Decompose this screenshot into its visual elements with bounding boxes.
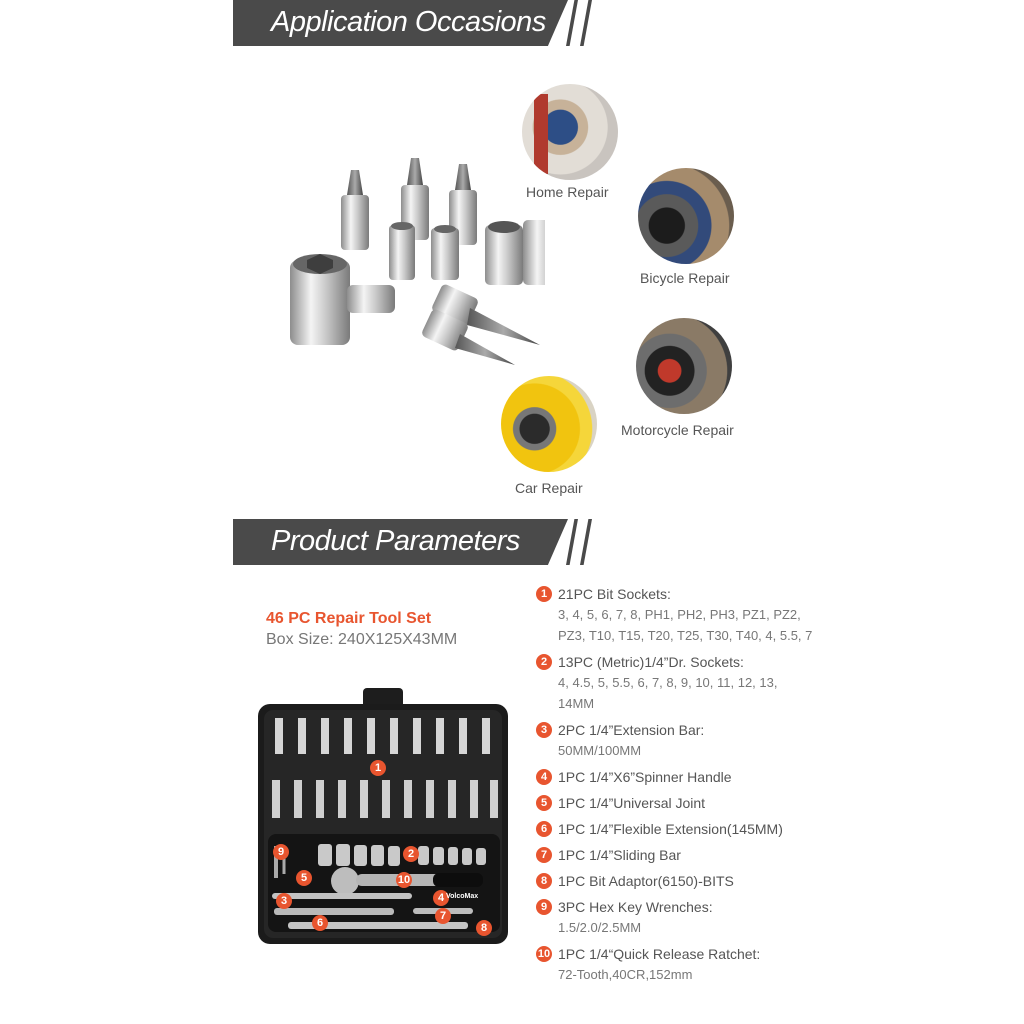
param-head: 1PC 1/4”Universal Joint [558,795,706,811]
car-repair-photo [501,376,597,472]
param-item [536,898,816,938]
param-number: 8 [536,873,552,889]
case-marker-9: 9 [273,844,289,860]
case-marker-8: 8 [476,920,492,936]
banner-stripe [580,0,592,46]
param-number: 4 [536,769,552,785]
case-marker-1: 1 [370,760,386,776]
param-item [536,653,816,714]
occasion-bicycle [638,168,734,286]
param-item [536,794,816,813]
param-detail: 3, 4, 5, 6, 7, 8, PH1, PH2, PH3, PZ1, PZ2, PZ3, T10, T15, T20, T25, T30, T40, 4, 5.5, 7 [558,607,813,643]
param-number: 3 [536,722,552,738]
product-title: Product Parameters [271,525,520,557]
occasion-label: Bicycle Repair [640,270,730,286]
occasion-label: Motorcycle Repair [621,422,734,438]
sockets-image [285,150,545,400]
case-marker-10: 10 [397,874,411,886]
param-head: 1PC 1/4”X6”Spinner Handle [558,769,732,785]
param-number: 6 [536,821,552,837]
param-item [536,820,816,839]
param-number: 10 [537,948,551,960]
case-marker-5: 5 [296,870,312,886]
banner-stripe [566,0,578,46]
param-detail: 72-Tooth,40CR,152mm [558,967,693,982]
param-head: 1PC 1/4”Sliding Bar [558,847,681,863]
occasion-label: Home Repair [526,184,609,200]
param-item [536,721,816,761]
param-number: 7 [536,847,552,863]
param-detail: 4, 4.5, 5, 5.5, 6, 7, 8, 9, 10, 11, 12, 13, 14MM [558,675,778,711]
param-head: 1PC 1/4“Quick Release Ratchet: [558,946,761,962]
banner-stripe [580,519,592,565]
param-number: 5 [536,795,552,811]
param-number: 2 [536,654,552,670]
param-item [536,846,816,865]
application-title: Application Occasions [271,6,546,38]
occasion-label: Car Repair [515,480,583,496]
param-item [536,585,816,646]
bicycle-repair-photo [638,168,734,264]
param-head: 13PC (Metric)1/4”Dr. Sockets: [558,654,744,670]
param-head: 3PC Hex Key Wrenches: [558,899,713,915]
case-marker-6: 6 [312,915,328,931]
param-list [536,585,816,992]
param-detail: 1.5/2.0/2.5MM [558,920,642,935]
param-head: 2PC 1/4”Extension Bar: [558,722,705,738]
banner-stripe [566,519,578,565]
param-head: 1PC Bit Adaptor(6150)-BITS [558,873,734,889]
set-name: 46 PC Repair Tool Set [266,610,432,627]
param-item [536,872,816,891]
param-item [536,945,816,985]
occasion-car [501,376,597,496]
brand-label: VolcoMax [446,893,479,900]
param-item [536,768,816,787]
param-number: 1 [536,586,552,602]
box-size: Box Size: 240X125X43MM [266,631,458,648]
home-repair-photo [522,84,618,180]
case-marker-4: 4 [433,890,449,906]
tool-case-image [248,688,518,950]
motorcycle-repair-photo [636,318,732,414]
param-number: 9 [536,899,552,915]
param-head: 1PC 1/4”Flexible Extension(145MM) [558,821,783,837]
product-banner [233,519,593,565]
case-marker-7: 7 [435,908,451,924]
case-marker-2: 2 [403,846,419,862]
occasion-home [522,84,618,200]
application-banner [233,0,593,46]
param-head: 21PC Bit Sockets: [558,586,671,602]
case-marker-3: 3 [276,893,292,909]
occasion-motorcycle [621,318,734,438]
param-detail: 50MM/100MM [558,743,642,758]
